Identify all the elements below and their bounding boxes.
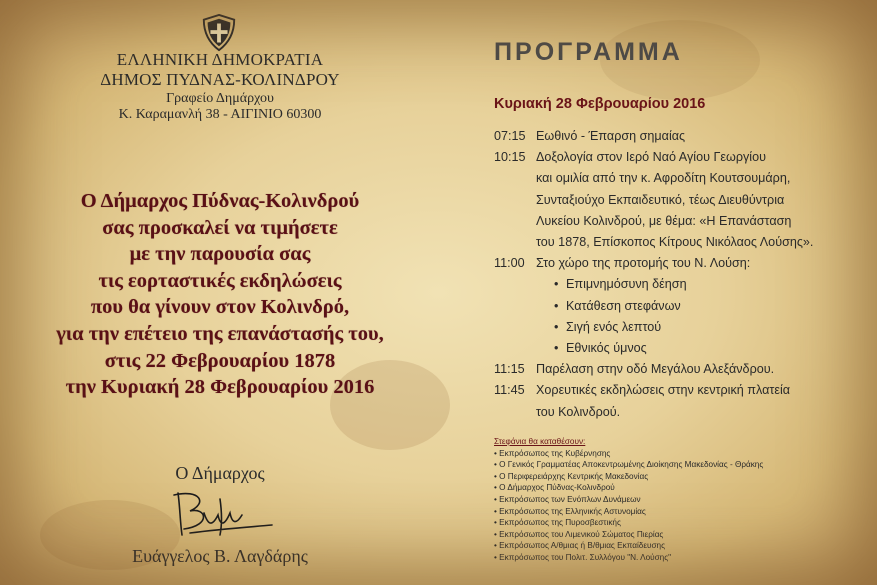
schedule-item: [494, 126, 874, 147]
subitem-text: Επιμνημόσυνη δέηση: [566, 277, 687, 292]
schedule-text: και ομιλία από την κ. Αφροδίτη Κουτσουμάρη,: [536, 171, 791, 186]
list-item: • Εθνικός ύμνος: [554, 341, 647, 356]
list-item: • Σιγή ενός λεπτού: [554, 319, 662, 334]
invitation-text: [20, 188, 420, 401]
wreath-list: [494, 436, 864, 564]
schedule-text: του Κολινδρού.: [536, 404, 621, 419]
municipality-title: ΔΗΜΟΣ ΠΥΔΝΑΣ-ΚΟΛΙΝΔΡΟΥ: [100, 70, 340, 89]
schedule-text: Συνταξιούχο Εκπαιδευτικό, τέως Διευθύντρια: [536, 192, 785, 207]
list-item: • Εκπρόσωπος της Πυροσβεστικής: [494, 517, 864, 529]
invitation-line: την Κυριακή 28 Φεβρουαρίου 2016: [65, 376, 375, 399]
invitation-line: τις εορταστικές εκδηλώσεις: [98, 269, 342, 292]
schedule-item: [494, 253, 874, 274]
schedule-time: 11:45: [494, 383, 525, 398]
wreath-heading: Στεφάνια θα καταθέσουν:: [494, 437, 586, 446]
list-item: • Ο Δήμαρχος Πύδνας-Κολινδρού: [494, 482, 864, 494]
mayor-name: Ευάγγελος Β. Λαγδάρης: [132, 546, 308, 566]
list-item: • Εκπρόσωπος του Λιμενικού Σώματος Πιερίας: [494, 529, 864, 541]
program-date: Κυριακή 28 Φεβρουαρίου 2016: [494, 96, 706, 112]
subitem-text: Εθνικός ύμνος: [566, 341, 647, 356]
invitation-line: που θα γίνουν στον Κολινδρό,: [90, 296, 350, 319]
office-address: Κ. Καραμανλή 38 - ΑΙΓΙΝΙΟ 60300: [118, 107, 322, 122]
schedule-time: 11:00: [494, 256, 525, 271]
republic-title: ΕΛΛΗΝΙΚΗ ΔΗΜΟΚΡΑΤΙΑ: [116, 50, 324, 69]
list-item: • Εκπρόσωπος Α/θμιας ή Β/θμιας Εκπαίδευσης: [494, 540, 864, 552]
schedule-item: [494, 380, 874, 422]
schedule-text: Λυκείου Κολινδρού, με θέμα: «Η Επανάσταση: [536, 213, 792, 228]
list-item: • Επιμνημόσυνη δέηση: [554, 277, 687, 292]
schedule-item: [494, 359, 874, 380]
schedule-text: Παρέλαση στην οδό Μεγάλου Αλεξάνδρου.: [536, 362, 775, 377]
list-item: • Ο Περιφερειάρχης Κεντρικής Μακεδονίας: [494, 471, 864, 483]
invitation-line: στις 22 Φεβρουαρίου 1878: [104, 349, 336, 372]
schedule-item: [494, 147, 874, 253]
list-item: • Κατάθεση στεφάνων: [554, 298, 681, 313]
schedule-time: 10:15: [494, 150, 526, 165]
schedule-time: 07:15: [494, 129, 526, 143]
subitem-text: Κατάθεση στεφάνων: [566, 298, 681, 313]
list-item: • Εκπρόσωπος των Ενόπλων Δυνάμεων: [494, 494, 864, 506]
invitation-line: με την παρουσία σας: [129, 243, 311, 266]
subitem-text: Σιγή ενός λεπτού: [566, 319, 662, 334]
program-panel: [480, 0, 870, 585]
program-title: ΠΡΟΓΡΑΜΜΑ: [494, 38, 683, 66]
invitation-line: για την επέτειο της επανάστασής του,: [56, 322, 384, 345]
invitation-line: σας προσκαλεί να τιμήσετε: [102, 216, 338, 239]
schedule-text: του 1878, Επίσκοπος Κίτρους Νικόλαος Λούσης».: [536, 235, 814, 250]
list-item: • Εκπρόσωπος του Πολιτ. Συλλόγου "Ν. Λούσης": [494, 552, 864, 564]
invitation-line: Ο Δήμαρχος Πύδνας-Κολινδρού: [80, 190, 360, 212]
program-schedule: [494, 126, 874, 423]
schedule-time: 11:15: [494, 362, 525, 377]
list-item: • Εκπρόσωπος της Κυβέρνησης: [494, 448, 864, 460]
schedule-text: Χορευτικές εκδηλώσεις στην κεντρική πλατεία: [536, 383, 791, 398]
schedule-text: Εωθινό - Έπαρση σημαίας: [536, 129, 686, 143]
greek-coat-of-arms-icon: [200, 14, 238, 52]
handwritten-signature: [160, 485, 280, 547]
office-name: Γραφείο Δημάρχου: [166, 91, 274, 106]
mayor-title: Ο Δήμαρχος: [175, 463, 265, 483]
list-item: • Ο Γενικός Γραμματέας Αποκεντρωμένης Διοίκησης Μακεδονίας - Θράκης: [494, 459, 864, 471]
schedule-text: Δοξολογία στον Ιερό Ναό Αγίου Γεωργίου: [536, 150, 766, 165]
schedule-text: Στο χώρο της προτομής του Ν. Λούση:: [536, 256, 751, 271]
list-item: • Εκπρόσωπος της Ελληνικής Αστυνομίας: [494, 506, 864, 518]
